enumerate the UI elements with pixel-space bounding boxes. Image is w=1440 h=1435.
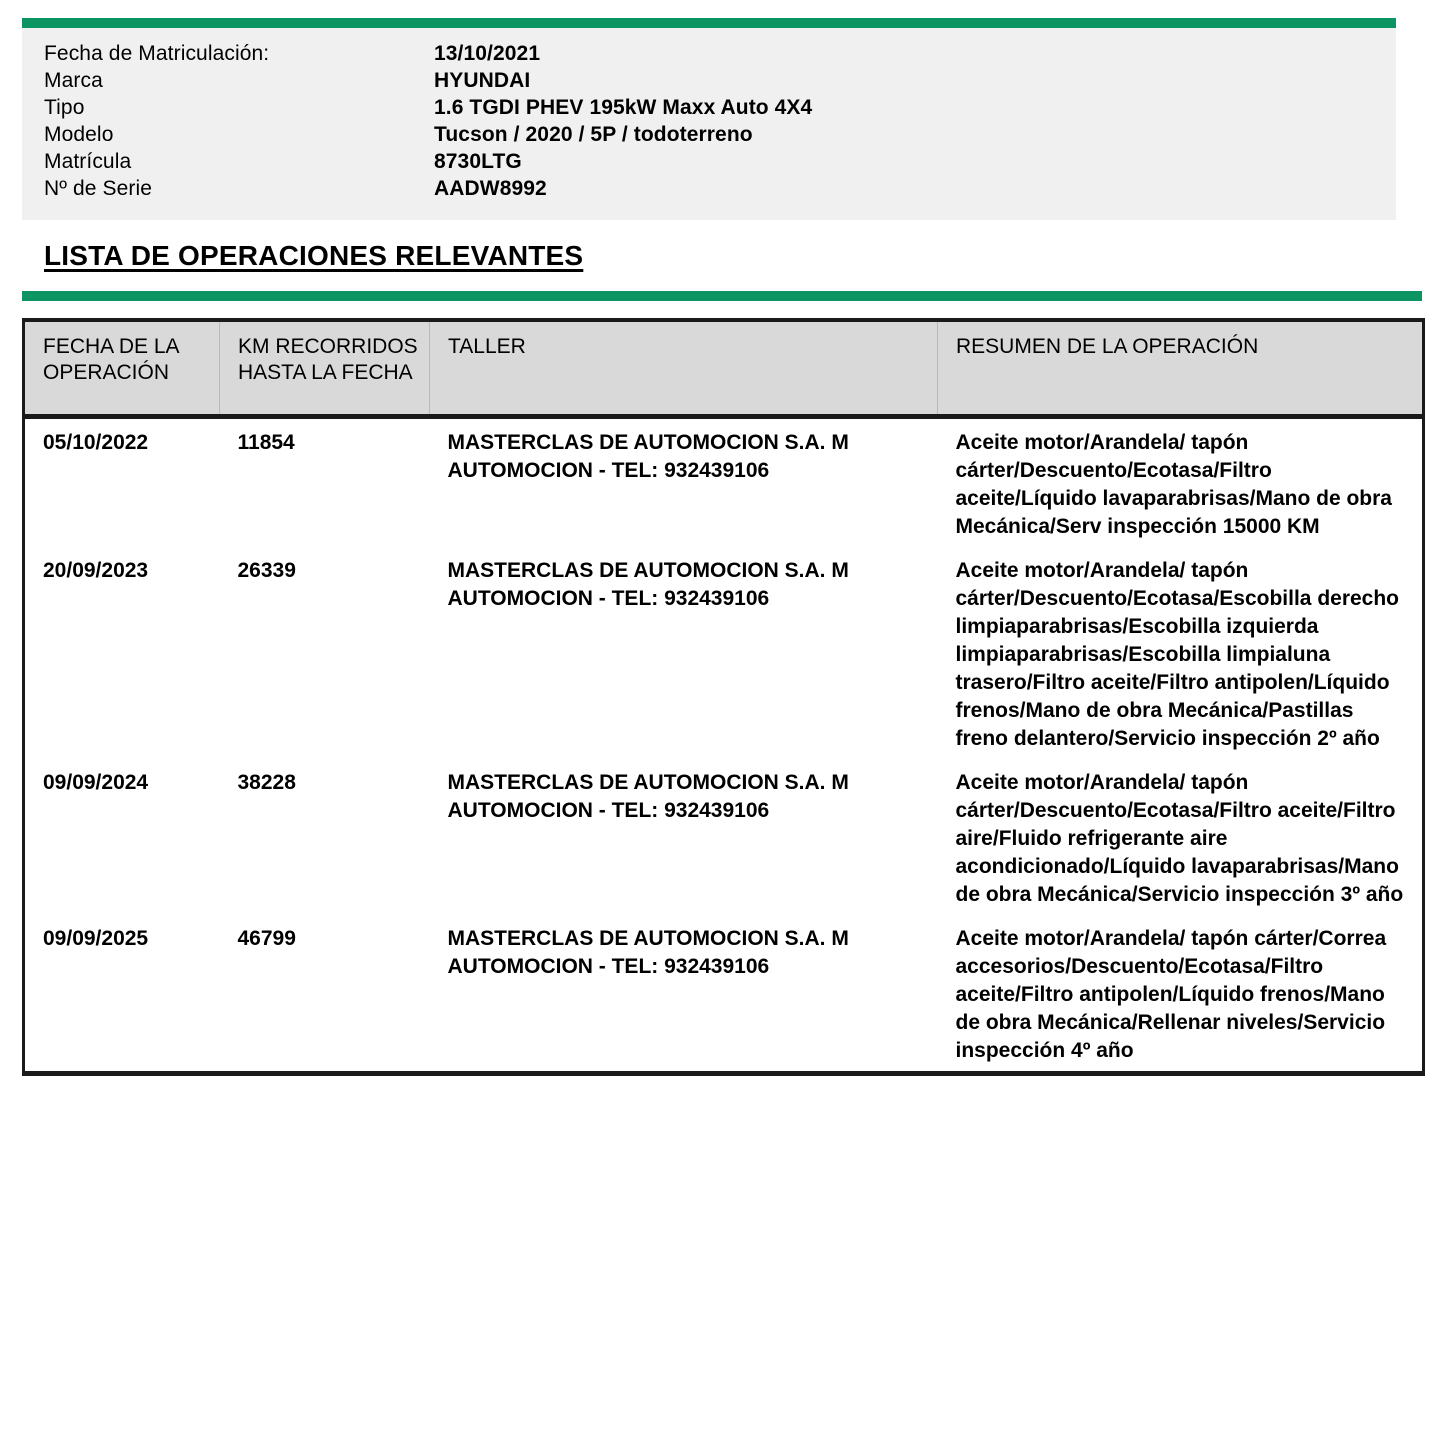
column-header-km: KM RECORRIDOS HASTA LA FECHA — [220, 320, 430, 416]
vehicle-info-row — [44, 148, 1396, 175]
vehicle-info-row — [44, 40, 1396, 67]
green-divider — [22, 291, 1422, 301]
vehicle-info-row — [44, 94, 1396, 121]
page-title: LISTA DE OPERACIONES RELEVANTES — [44, 240, 584, 271]
column-header-resumen: RESUMEN DE LA OPERACIÓN — [938, 320, 1424, 416]
vehicle-info-value: 1.6 TGDI PHEV 195kW Maxx Auto 4X4 — [434, 96, 813, 119]
vehicle-info-value: Tucson / 2020 / 5P / todoterreno — [434, 123, 753, 146]
vehicle-info-label: Marca — [44, 69, 103, 92]
vehicle-info-label: Modelo — [44, 123, 114, 146]
cell-fecha: 09/09/2024 — [43, 770, 149, 794]
cell-taller: MASTERCLAS DE AUTOMOCION S.A. M AUTOMOCION - TEL: 932439106 — [447, 926, 849, 978]
vehicle-info-value: 13/10/2021 — [434, 42, 541, 65]
cell-fecha: 20/09/2023 — [43, 558, 149, 582]
table-row — [24, 416, 1424, 547]
vehicle-info-rows — [22, 28, 1396, 220]
cell-fecha: 05/10/2022 — [43, 430, 149, 454]
operations-table-container — [22, 318, 1422, 1076]
cell-fecha: 09/09/2025 — [43, 926, 149, 950]
cell-km: 38228 — [237, 770, 296, 794]
vehicle-info-value: HYUNDAI — [434, 69, 531, 92]
column-header-fecha: FECHA DE LA OPERACIÓN — [24, 320, 220, 416]
cell-resumen: Aceite motor/Arandela/ tapón cárter/Descuento/Ecotasa/Filtro aceite/Filtro aire/Fluido refrigerante aire acondicionado/Líquido lavaparabrisas/Mano de obra Mecánica/Servicio inspección 3º año — [955, 770, 1404, 906]
vehicle-info-label: Fecha de Matriculación: — [44, 42, 270, 65]
cell-taller: MASTERCLAS DE AUTOMOCION S.A. M AUTOMOCION - TEL: 932439106 — [447, 430, 849, 482]
vehicle-info-label: Nº de Serie — [44, 177, 152, 200]
cell-km: 46799 — [237, 926, 296, 950]
cell-resumen: Aceite motor/Arandela/ tapón cárter/Descuento/Ecotasa/Escobilla derecho limpiaparabrisas/Escobilla izquierda limpiaparabrisas/Escobilla limpialuna trasero/Filtro aceite/Filtro antipolen/Líquido frenos/Mano de obra Mecánica/Pastillas freno delantero/Servicio inspección 2º año — [955, 558, 1400, 750]
table-row — [24, 759, 1424, 915]
table-row — [24, 915, 1424, 1074]
cell-resumen: Aceite motor/Arandela/ tapón cárter/Descuento/Ecotasa/Filtro aceite/Líquido lavaparabrisas/Mano de obra Mecánica/Serv inspección 15000 KM — [955, 430, 1392, 538]
cell-taller: MASTERCLAS DE AUTOMOCION S.A. M AUTOMOCION - TEL: 932439106 — [447, 770, 849, 822]
column-header-taller: TALLER — [430, 320, 938, 416]
vehicle-info-block — [22, 18, 1396, 220]
cell-km: 26339 — [237, 558, 296, 582]
vehicle-info-row — [44, 67, 1396, 94]
table-header — [24, 320, 1424, 416]
vehicle-info-row — [44, 175, 1396, 202]
cell-taller: MASTERCLAS DE AUTOMOCION S.A. M AUTOMOCION - TEL: 932439106 — [447, 558, 849, 610]
table-body — [24, 416, 1424, 1073]
vehicle-info-value: AADW8992 — [434, 177, 547, 200]
vehicle-info-label: Tipo — [44, 96, 85, 119]
vehicle-info-value: 8730LTG — [434, 150, 522, 173]
table-header-row — [24, 320, 1424, 416]
operations-table — [22, 318, 1425, 1076]
vehicle-info-row — [44, 121, 1396, 148]
cell-km: 11854 — [237, 430, 295, 454]
cell-resumen: Aceite motor/Arandela/ tapón cárter/Correa accesorios/Descuento/Ecotasa/Filtro aceite/Filtro antipolen/Líquido frenos/Mano de obra Mecánica/Rellenar niveles/Servicio inspección 4º año — [955, 926, 1387, 1062]
vehicle-info-label: Matrícula — [44, 150, 132, 173]
table-row — [24, 547, 1424, 759]
